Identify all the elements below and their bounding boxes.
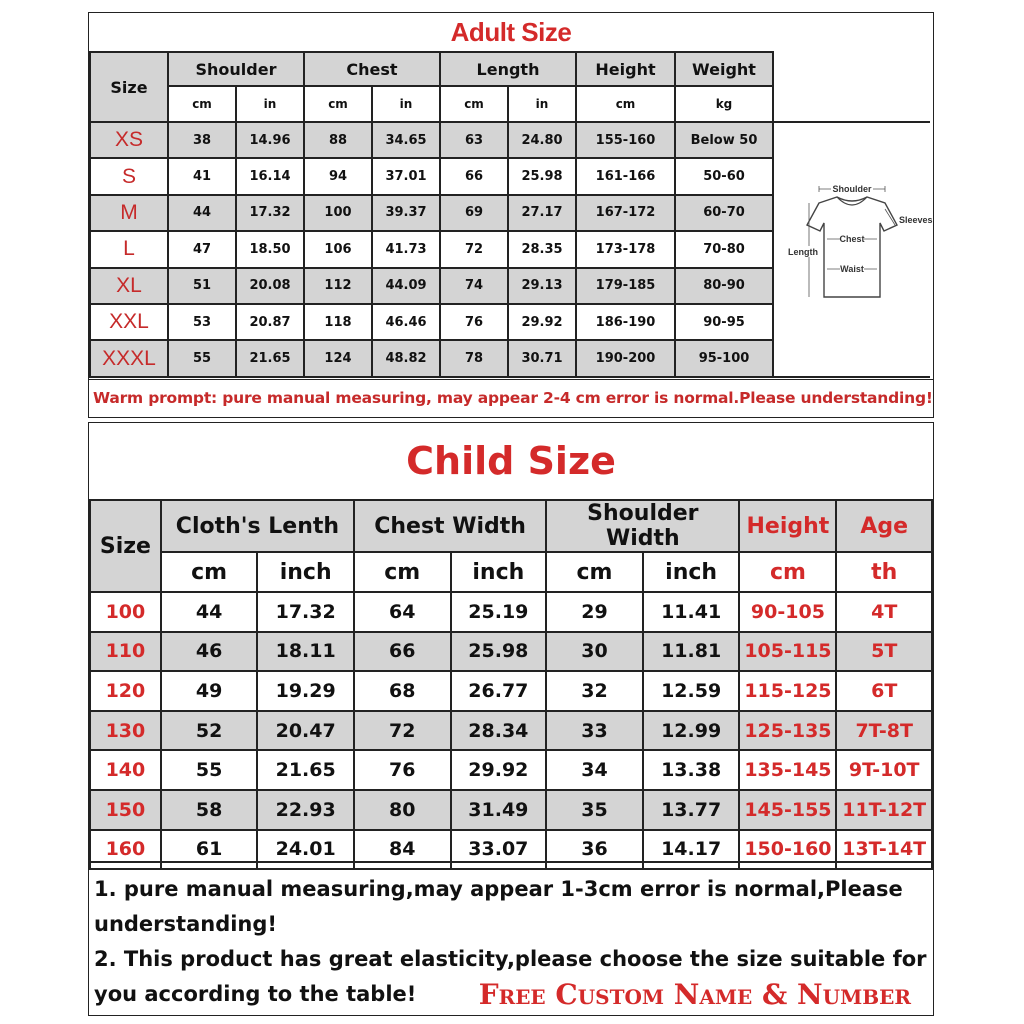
table-cell: 5T <box>836 632 932 672</box>
table-cell: 11T-12T <box>836 790 932 830</box>
table-cell: 106 <box>304 231 372 267</box>
diagram-label-length: Length <box>788 247 818 258</box>
table-cell: 53 <box>168 304 236 340</box>
table-cell: 20.08 <box>236 268 304 304</box>
table-cell: 24.01 <box>257 830 354 870</box>
tshirt-measurement-diagram <box>787 179 933 319</box>
child-note-1: 1. pure manual measuring,may appear 1-3cm error is normal,Please understanding! <box>94 877 903 936</box>
child-unit: inch <box>451 552 547 592</box>
table-cell: 21.65 <box>257 750 354 790</box>
table-cell: 16.14 <box>236 158 304 194</box>
adult-unit: cm <box>576 86 675 122</box>
table-row <box>90 790 932 830</box>
table-cell: 31.49 <box>451 790 547 830</box>
table-cell: 68 <box>354 671 450 711</box>
child-size-label: 130 <box>90 711 161 751</box>
table-cell: 36 <box>546 830 643 870</box>
table-cell: 14.96 <box>236 122 304 158</box>
table-cell: 18.11 <box>257 632 354 672</box>
table-cell: 44 <box>168 195 236 231</box>
table-cell: 25.98 <box>451 632 547 672</box>
table-cell: 44.09 <box>372 268 440 304</box>
table-cell: 76 <box>354 750 450 790</box>
table-cell: 61 <box>161 830 257 870</box>
table-cell: 30.71 <box>508 340 576 376</box>
table-cell: 150-160 <box>739 830 836 870</box>
table-cell: 72 <box>440 231 508 267</box>
child-title: Child Size <box>406 439 616 483</box>
table-cell: 13.38 <box>643 750 740 790</box>
table-cell: 9T-10T <box>836 750 932 790</box>
table-cell: 12.59 <box>643 671 740 711</box>
table-cell: 33.07 <box>451 830 547 870</box>
table-cell: 95-100 <box>675 340 773 376</box>
table-cell: 55 <box>168 340 236 376</box>
table-cell: 12.99 <box>643 711 740 751</box>
table-cell: 46.46 <box>372 304 440 340</box>
table-cell: 32 <box>546 671 643 711</box>
table-cell: 167-172 <box>576 195 675 231</box>
table-cell: 48.82 <box>372 340 440 376</box>
table-cell: 6T <box>836 671 932 711</box>
child-unit: th <box>836 552 932 592</box>
table-cell: 34.65 <box>372 122 440 158</box>
table-cell: 70-80 <box>675 231 773 267</box>
adult-title: Adult Size <box>450 17 572 47</box>
child-unit: cm <box>546 552 643 592</box>
table-cell: 26.77 <box>451 671 547 711</box>
adult-col-chest: Chest <box>304 52 440 86</box>
table-cell: 190-200 <box>576 340 675 376</box>
child-size-chart <box>88 422 934 1016</box>
table-cell: Below 50 <box>675 122 773 158</box>
diagram-label-waist: Waist <box>840 264 864 275</box>
adult-col-shoulder: Shoulder <box>168 52 304 86</box>
adult-size-label: XXXL <box>90 340 168 376</box>
measurement-diagram-cell <box>773 122 933 377</box>
table-cell: 35 <box>546 790 643 830</box>
adult-unit: in <box>372 86 440 122</box>
table-cell: 66 <box>354 632 450 672</box>
adult-col-height: Height <box>576 52 675 86</box>
adult-size-label: S <box>90 158 168 194</box>
adult-size-label: XL <box>90 268 168 304</box>
table-cell: 7T-8T <box>836 711 932 751</box>
table-cell: 30 <box>546 632 643 672</box>
table-cell: 78 <box>440 340 508 376</box>
table-row <box>90 711 932 751</box>
table-cell: 58 <box>161 790 257 830</box>
adult-unit: in <box>508 86 576 122</box>
table-cell: 125-135 <box>739 711 836 751</box>
table-cell: 29.13 <box>508 268 576 304</box>
table-cell: 18.50 <box>236 231 304 267</box>
custom-name-number-banner: Free Custom Name & Number <box>478 978 911 1011</box>
table-cell: 27.17 <box>508 195 576 231</box>
adult-size-label: XXL <box>90 304 168 340</box>
table-row <box>90 750 932 790</box>
table-cell: 44 <box>161 592 257 632</box>
table-cell: 11.41 <box>643 592 740 632</box>
adult-size-header: Size <box>90 52 168 122</box>
child-size-label: 110 <box>90 632 161 672</box>
table-cell: 14.17 <box>643 830 740 870</box>
table-row <box>90 671 932 711</box>
table-cell: 161-166 <box>576 158 675 194</box>
adult-unit: in <box>236 86 304 122</box>
table-row <box>90 592 932 632</box>
adult-size-chart <box>88 12 934 418</box>
table-cell: 94 <box>304 158 372 194</box>
child-col-shoulder-width: Shoulder Width <box>546 500 739 552</box>
table-cell: 29.92 <box>451 750 547 790</box>
table-cell: 55 <box>161 750 257 790</box>
child-col-chest-width: Chest Width <box>354 500 546 552</box>
child-col-age: Age <box>836 500 932 552</box>
table-cell: 39.37 <box>372 195 440 231</box>
table-cell: 17.32 <box>236 195 304 231</box>
table-cell: 80-90 <box>675 268 773 304</box>
child-unit: inch <box>257 552 354 592</box>
child-size-header: Size <box>90 500 161 592</box>
table-cell: 17.32 <box>257 592 354 632</box>
table-cell: 63 <box>440 122 508 158</box>
table-cell: 64 <box>354 592 450 632</box>
table-cell: 19.29 <box>257 671 354 711</box>
adult-unit: cm <box>440 86 508 122</box>
table-cell: 20.47 <box>257 711 354 751</box>
adult-col-length: Length <box>440 52 576 86</box>
table-cell: 112 <box>304 268 372 304</box>
table-cell: 179-185 <box>576 268 675 304</box>
child-size-label: 100 <box>90 592 161 632</box>
table-cell: 33 <box>546 711 643 751</box>
table-cell: 145-155 <box>739 790 836 830</box>
child-note-2: 2. This product has great elasticity,please choose the size suitable for you according to the table! <box>94 947 927 1006</box>
table-cell: 66 <box>440 158 508 194</box>
table-cell: 37.01 <box>372 158 440 194</box>
table-cell: 60-70 <box>675 195 773 231</box>
child-size-label: 150 <box>90 790 161 830</box>
table-cell: 13.77 <box>643 790 740 830</box>
child-size-label: 160 <box>90 830 161 870</box>
diagram-label-shoulder: Shoulder <box>832 184 872 195</box>
table-cell: 51 <box>168 268 236 304</box>
table-cell: 84 <box>354 830 450 870</box>
table-cell: 29.92 <box>508 304 576 340</box>
table-cell: 41 <box>168 158 236 194</box>
table-row <box>90 122 930 158</box>
table-cell: 11.81 <box>643 632 740 672</box>
table-cell: 90-95 <box>675 304 773 340</box>
table-cell: 22.93 <box>257 790 354 830</box>
child-unit: cm <box>739 552 836 592</box>
table-cell: 173-178 <box>576 231 675 267</box>
table-cell: 24.80 <box>508 122 576 158</box>
table-cell: 118 <box>304 304 372 340</box>
table-cell: 90-105 <box>739 592 836 632</box>
table-cell: 41.73 <box>372 231 440 267</box>
child-unit: cm <box>354 552 450 592</box>
table-cell: 13T-14T <box>836 830 932 870</box>
table-cell: 52 <box>161 711 257 751</box>
child-col-cloth-length: Cloth's Lenth <box>161 500 354 552</box>
table-cell: 46 <box>161 632 257 672</box>
diagram-label-chest: Chest <box>839 234 865 245</box>
child-size-table <box>89 499 933 870</box>
table-cell: 25.98 <box>508 158 576 194</box>
adult-size-label: L <box>90 231 168 267</box>
adult-unit: cm <box>304 86 372 122</box>
table-cell: 38 <box>168 122 236 158</box>
child-size-label: 120 <box>90 671 161 711</box>
table-cell: 74 <box>440 268 508 304</box>
table-cell: 155-160 <box>576 122 675 158</box>
diagram-label-sleeves: Sleeves <box>899 215 933 226</box>
adult-unit: kg <box>675 86 773 122</box>
adult-size-label: M <box>90 195 168 231</box>
adult-unit: cm <box>168 86 236 122</box>
table-cell: 28.35 <box>508 231 576 267</box>
table-cell: 50-60 <box>675 158 773 194</box>
table-cell: 135-145 <box>739 750 836 790</box>
table-cell: 47 <box>168 231 236 267</box>
table-cell: 124 <box>304 340 372 376</box>
table-cell: 100 <box>304 195 372 231</box>
table-cell: 25.19 <box>451 592 547 632</box>
table-cell: 34 <box>546 750 643 790</box>
table-cell: 72 <box>354 711 450 751</box>
table-cell: 20.87 <box>236 304 304 340</box>
adult-size-label: XS <box>90 122 168 158</box>
child-size-label: 140 <box>90 750 161 790</box>
adult-header-blank <box>773 52 930 122</box>
adult-warm-prompt: Warm prompt: pure manual measuring, may appear 2-4 cm error is normal.Please understanding! <box>89 379 933 417</box>
table-cell: 21.65 <box>236 340 304 376</box>
table-cell: 49 <box>161 671 257 711</box>
table-cell: 28.34 <box>451 711 547 751</box>
table-cell: 115-125 <box>739 671 836 711</box>
table-cell: 80 <box>354 790 450 830</box>
child-unit: inch <box>643 552 740 592</box>
table-cell: 88 <box>304 122 372 158</box>
table-cell: 186-190 <box>576 304 675 340</box>
adult-size-table <box>89 51 933 378</box>
child-col-height: Height <box>739 500 836 552</box>
table-cell: 69 <box>440 195 508 231</box>
table-cell: 105-115 <box>739 632 836 672</box>
table-cell: 29 <box>546 592 643 632</box>
child-unit: cm <box>161 552 257 592</box>
table-cell: 4T <box>836 592 932 632</box>
adult-col-weight: Weight <box>675 52 773 86</box>
table-row <box>90 632 932 672</box>
table-cell: 76 <box>440 304 508 340</box>
